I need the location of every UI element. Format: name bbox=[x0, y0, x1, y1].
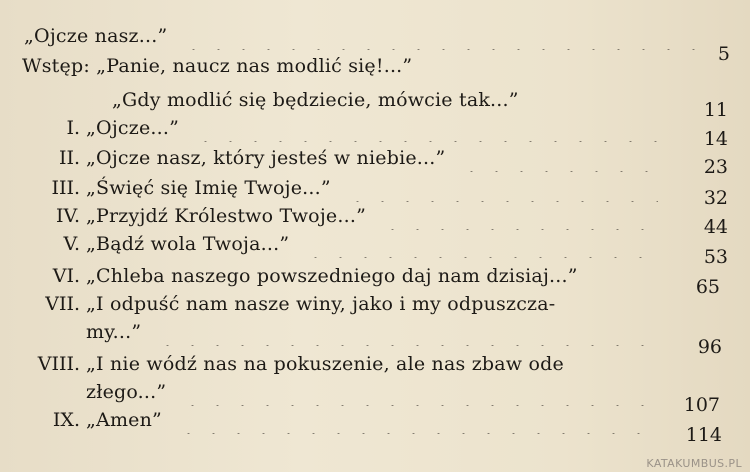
leader-dots bbox=[372, 202, 658, 230]
toc-entry-title: „I odpuść nam nasze winy, jako i my odpuszcza- bbox=[86, 293, 556, 315]
toc-entry-page: 107 bbox=[683, 394, 720, 416]
toc-entry-number: VII. bbox=[45, 293, 80, 315]
toc-entry-title: „Bądź wola Twoja...” bbox=[86, 233, 290, 255]
watermark: KATAKUMBUS.PL bbox=[646, 457, 742, 470]
toc-entry bbox=[22, 52, 622, 80]
toc-entry-title: „Ojcze...” bbox=[86, 117, 180, 139]
toc-entry-number: III. bbox=[51, 177, 80, 199]
toc-entry-title: „Chleba naszego powszedniego daj nam dzisiaj...” bbox=[86, 265, 578, 287]
toc-entry-page: 44 bbox=[703, 216, 728, 238]
toc-entry-page: 5 bbox=[717, 43, 730, 65]
toc-entry-title: „I nie wódź nas na pokuszenie, ale nas zbaw ode bbox=[86, 353, 564, 375]
toc-entry-number: I. bbox=[66, 117, 80, 139]
toc-entry-title: „Gdy modlić się będziecie, mówcie tak...” bbox=[112, 89, 519, 111]
leader-dots bbox=[168, 406, 658, 434]
toc-entry bbox=[14, 290, 674, 318]
toc-entry bbox=[24, 262, 674, 290]
toc-entry-number: VIII. bbox=[37, 353, 80, 375]
toc-entry bbox=[86, 378, 664, 406]
toc-entry-title: złego...” bbox=[86, 381, 167, 403]
leader-dots bbox=[185, 114, 658, 142]
toc-entry-page: 14 bbox=[703, 128, 728, 150]
toc-entry-title: my...” bbox=[86, 321, 142, 343]
toc-entry-page: 65 bbox=[695, 276, 720, 298]
toc-entry-number: IV. bbox=[56, 205, 80, 227]
toc-entry-title: Wstęp: „Panie, naucz nas modlić się!...” bbox=[22, 55, 413, 77]
toc-entry-title: „Święć się Imię Twoje...” bbox=[86, 177, 331, 199]
toc-entry-number: II. bbox=[58, 147, 80, 169]
toc-entry-page: 11 bbox=[703, 99, 728, 121]
leader-dots bbox=[451, 144, 658, 172]
leader-dots bbox=[337, 174, 658, 202]
toc-entry-number: IX. bbox=[52, 409, 80, 431]
toc-entry bbox=[6, 350, 666, 378]
toc-entry bbox=[112, 86, 632, 114]
toc-entry-page: 23 bbox=[703, 156, 728, 178]
toc-entry-page: 96 bbox=[697, 336, 722, 358]
toc-entry bbox=[24, 174, 664, 202]
leader-dots bbox=[147, 318, 658, 346]
leader-dots bbox=[295, 230, 658, 258]
leader-dots bbox=[173, 22, 706, 50]
toc-entry bbox=[24, 114, 664, 142]
toc-entry-number: V. bbox=[63, 233, 80, 255]
toc-entry-page: 114 bbox=[685, 424, 722, 446]
toc-entry-title: „Przyjdź Królestwo Twoje...” bbox=[86, 205, 366, 227]
toc-entry bbox=[24, 406, 664, 434]
toc-entry-title: „Ojcze nasz...” bbox=[24, 25, 168, 47]
toc-entry-title: „Amen” bbox=[86, 409, 162, 431]
toc-entry-page: 32 bbox=[703, 187, 728, 209]
toc-entry bbox=[24, 144, 664, 172]
toc-entry-title: „Ojcze nasz, który jesteś w niebie...” bbox=[86, 147, 446, 169]
toc-entry bbox=[86, 318, 664, 346]
toc-entry-page: 53 bbox=[703, 246, 728, 268]
toc-entry bbox=[24, 230, 664, 258]
leader-dots bbox=[172, 378, 658, 406]
toc-entry-number: VI. bbox=[52, 265, 80, 287]
toc-entry bbox=[24, 202, 664, 230]
toc-entry bbox=[24, 22, 712, 50]
